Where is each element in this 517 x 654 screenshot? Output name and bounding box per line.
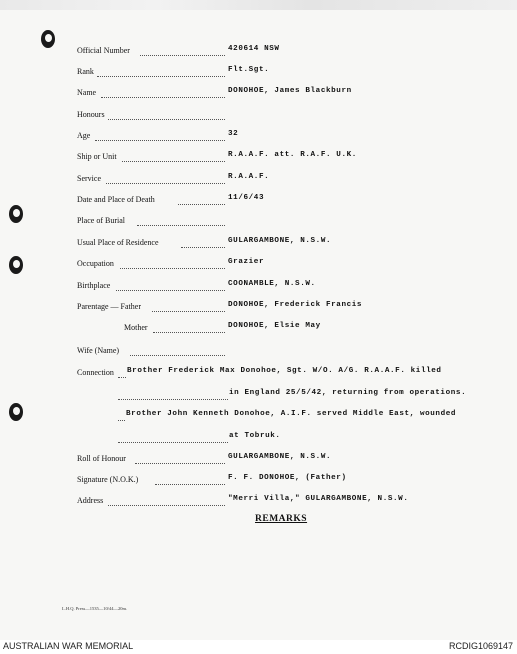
label-death: Date and Place of Death [77,195,155,204]
value-service: R.A.A.F. [228,173,270,181]
label-official-number: Official Number [77,46,130,55]
value-father: DONOHOE, Frederick Francis [228,301,363,309]
label-address: Address [77,496,104,505]
remarks-heading: REMARKS [255,514,308,524]
scan-edge [0,0,517,10]
label-age: Age [77,131,91,140]
label-rank: Rank [77,67,94,76]
label-residence: Usual Place of Residence [77,238,159,247]
value-address: "Merri Villa," GULARGAMBONE, N.S.W. [228,495,409,503]
connection-line-1: Brother Frederick Max Donohoe, Sgt. W/O. A/G. R.A.A.F. killed [127,367,442,375]
label-roll-of-honour: Roll of Honour [77,454,126,463]
label-connection: Connection [77,368,114,377]
label-mother: Mother [124,323,148,332]
value-occupation: Grazier [228,258,265,266]
label-service: Service [77,174,101,183]
label-signature: Signature (N.O.K.) [77,475,139,484]
value-age: 32 [228,130,239,138]
value-roll-of-honour: GULARGAMBONE, N.S.W. [228,453,332,461]
value-mother: DONOHOE, Elsie May [228,322,321,330]
connection-line-4: at Tobruk. [229,432,281,440]
printer-imprint: L.H.Q. Press—1535—10/44—20m. [62,606,128,611]
label-ship-unit: Ship or Unit [77,152,117,161]
value-signature: F. F. DONOHOE, (Father) [228,474,347,482]
value-birthplace: COONAMBLE, N.S.W. [228,280,316,288]
punch-hole-upper [9,205,23,223]
value-name: DONOHOE, James Blackburn [228,87,352,95]
label-honours: Honours [77,110,105,119]
value-official-number: 420614 NSW [228,45,280,53]
value-rank: Flt.Sgt. [228,66,270,74]
punch-hole-top [41,30,55,48]
label-father: Parentage — Father [77,302,141,311]
value-ship-unit: R.A.A.F. att. R.A.F. U.K. [228,151,357,159]
label-wife: Wife (Name) [77,346,120,355]
footer-archive-name: AUSTRALIAN WAR MEMORIAL [3,641,134,651]
connection-line-3: Brother John Kenneth Donohoe, A.I.F. served Middle East, wounded [126,410,457,418]
label-birthplace: Birthplace [77,281,111,290]
footer-record-id: RCDIG1069147 [448,641,513,651]
label-occupation: Occupation [77,259,114,268]
punch-hole-middle [9,256,23,274]
label-burial: Place of Burial [77,216,125,225]
connection-line-2: in England 25/5/42, returning from operations. [229,389,467,397]
value-residence: GULARGAMBONE, N.S.W. [228,237,332,245]
label-name: Name [77,88,97,97]
value-death: 11/6/43 [228,194,265,202]
punch-hole-lower [9,403,23,421]
